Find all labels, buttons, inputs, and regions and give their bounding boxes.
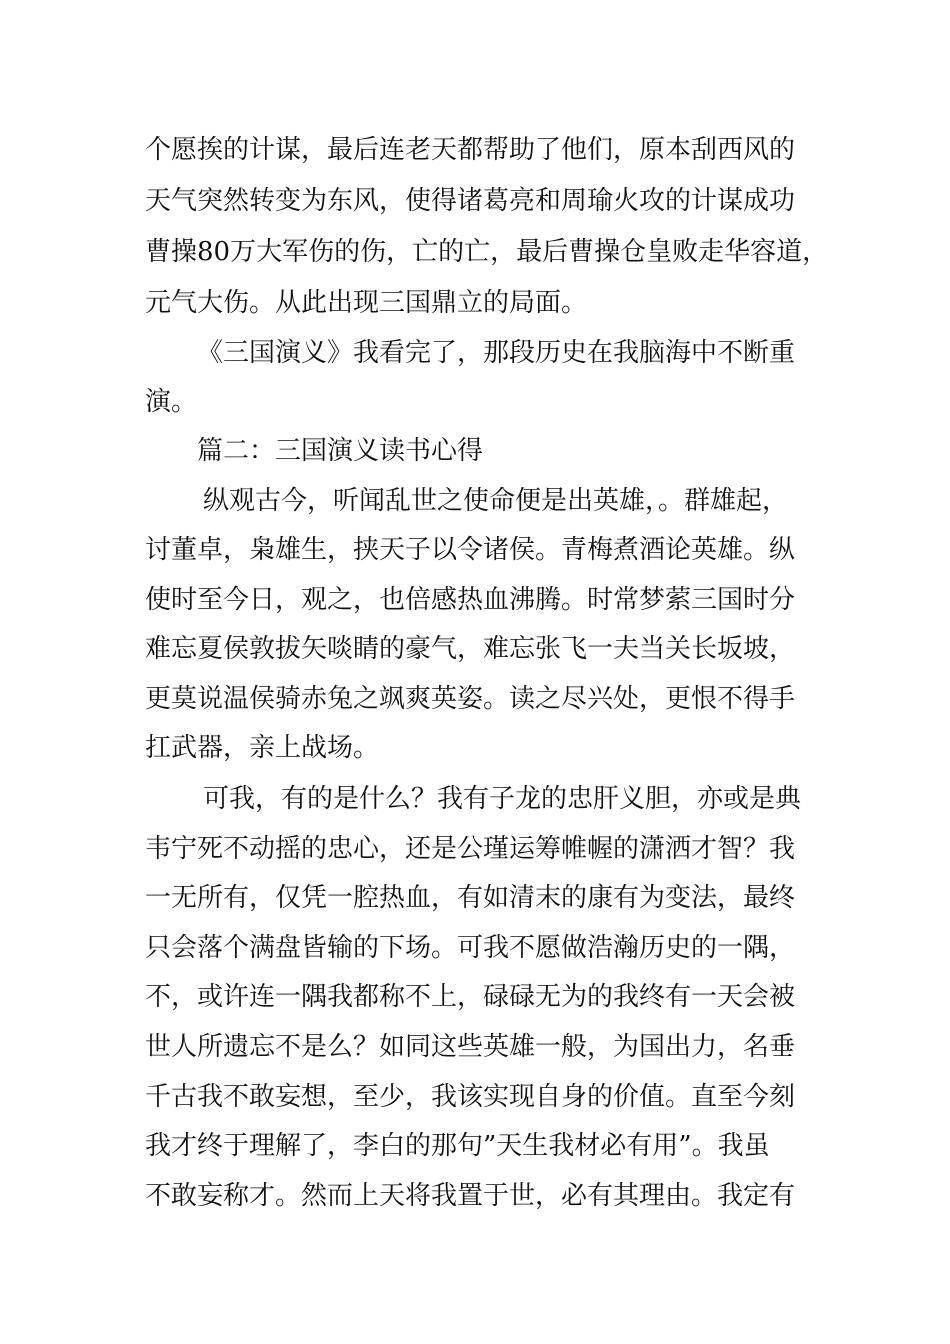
text-line-4: 元气大伤。从此出现三国鼎立的局面。 [145, 288, 588, 318]
text-line-12: 更莫说温侯骑赤兔之飒爽英姿。读之尽兴处，更恨不得手 [145, 684, 796, 714]
text-line-9: 讨董卓，枭雄生，挟天子以令诸侯。青梅煮酒论英雄。纵 [145, 535, 796, 565]
text-line-8: 纵观古今，听闻乱世之使命便是出英雄，。群雄起， [203, 486, 789, 516]
text-line-6: 演。 [145, 387, 198, 417]
text-line-11: 难忘夏侯敦拔矢啖睛的豪气，难忘张飞一夫当关长坂坡， [145, 634, 796, 664]
text-line-22: 不敢妄称才。然而上天将我置于世，必有其理由。我定有 [145, 1181, 796, 1211]
text-line-10: 使时至今日，观之，也倍感热血沸腾。时常梦萦三国时分 [145, 585, 796, 615]
text-line-2: 天气突然转变为东风，使得诸葛亮和周瑜火攻的计谋成功 [145, 186, 796, 216]
text-line-19: 世人所遗忘不是么？如同这些英雄一般，为国出力，名垂 [145, 1032, 796, 1062]
text-line-13: 扛武器，亲上战场。 [145, 733, 380, 763]
text-line-15: 韦宁死不动摇的忠心，还是公瑾运筹帷幄的潇洒才智？我 [145, 834, 796, 864]
text-line-20: 千古我不敢妄想，至少，我该实现自身的价值。直至今刻 [145, 1082, 796, 1112]
text-line-18: 不，或许连一隅我都称不上，碌碌无为的我终有一天会被 [145, 982, 796, 1012]
text-line-14: 可我，有的是什么？我有子龙的忠肝义胆，亦或是典 [203, 784, 802, 814]
section-heading: 篇二：三国演义读书心得 [197, 436, 484, 466]
text-line-21: 我才终于理解了，李白的那句”天生我材必有用”。我虽 [145, 1131, 770, 1161]
text-line-16: 一无所有，仅凭一腔热血，有如清末的康有为变法，最终 [145, 883, 796, 913]
text-line-17: 只会落个满盘皆输的下场。可我不愿做浩瀚历史的一隅， [145, 933, 796, 963]
text-line-5: 《三国演义》我看完了，那段历史在我脑海中不断重 [197, 338, 796, 368]
text-line-1: 个愿挨的计谋，最后连老天都帮助了他们，原本刮西风的 [145, 135, 796, 165]
text-line-3: 曹操80万大军伤的伤，亡的亡，最后曹操仓皇败走华容道， [145, 237, 829, 267]
